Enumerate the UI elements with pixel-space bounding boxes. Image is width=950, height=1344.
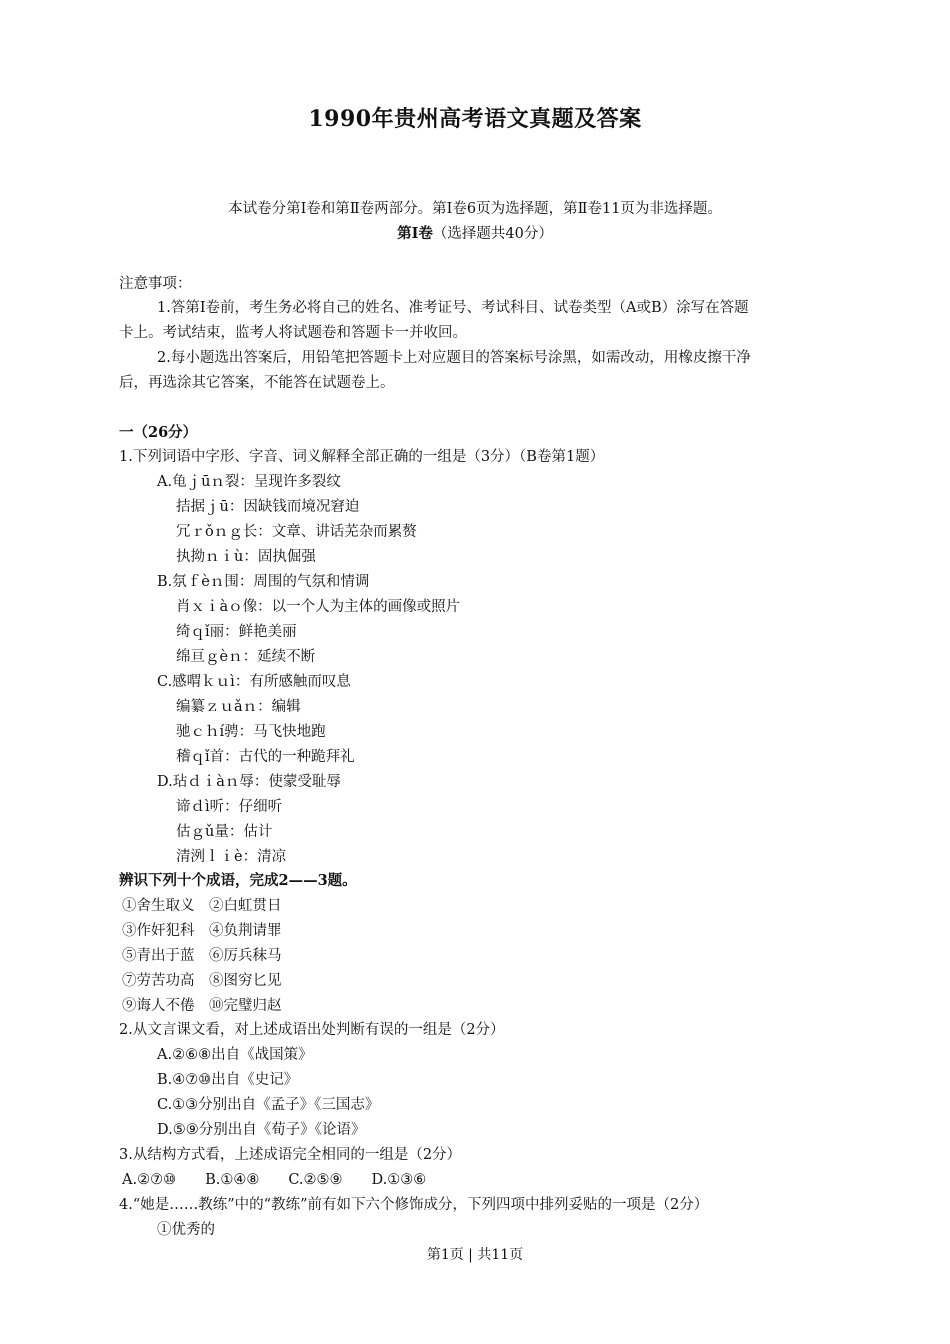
notice-1-line-1: 1.答第Ⅰ卷前，考生务必将自己的姓名、准考证号、考试科目、试卷类型（A或B）涂写在答题 bbox=[157, 300, 749, 316]
q1-option-a-2: 拮据ｊū：因缺钱而境况窘迫 bbox=[176, 499, 360, 515]
section-1-heading: 一（26分） bbox=[119, 424, 198, 441]
q4-item-1: ①优秀的 bbox=[157, 1222, 215, 1238]
question-3: 3.从结构方式看，上述成语完全相同的一组是（2分） bbox=[119, 1147, 462, 1163]
q1-option-d-1: D.玷ｄｉàｎ辱：使蒙受耻辱 bbox=[157, 774, 341, 790]
idiom-row-3: ⑤青出于蓝 ⑥厉兵秣马 bbox=[122, 948, 282, 964]
q3-options: A.②⑦⑩ B.①④⑧ C.②⑤⑨ D.①③⑥ bbox=[122, 1172, 427, 1188]
q1-option-d-4: 清洌ｌｉè：清凉 bbox=[176, 849, 287, 865]
notice-heading: 注意事项： bbox=[119, 276, 192, 292]
idiom-row-2: ③作奸犯科 ④负荆请罪 bbox=[122, 923, 282, 939]
idiom-row-1: ①舍生取义 ②白虹贯日 bbox=[122, 898, 282, 914]
volume-label: 第Ⅰ卷 bbox=[397, 225, 433, 242]
q1-option-b-2: 肖ｘｉàｏ像：以一个人为主体的画像或照片 bbox=[176, 599, 461, 615]
notice-1-line-2: 卡上。考试结束，监考人将试题卷和答题卡一并收回。 bbox=[119, 325, 467, 341]
q1-option-b-4: 绵亘ｇèｎ：延续不断 bbox=[176, 649, 316, 665]
volume-heading bbox=[0, 224, 950, 244]
q1-option-d-3: 估ｇǔ量：估计 bbox=[176, 824, 273, 840]
q1-option-a-1: A.龟ｊūｎ裂：呈现许多裂纹 bbox=[157, 474, 341, 490]
idiom-row-4: ⑦劳苦功高 ⑧图穷匕见 bbox=[122, 973, 282, 989]
q1-option-c-1: C.感喟ｋｕì：有所感触而叹息 bbox=[157, 674, 351, 690]
page-footer: 第1页 | 共11页 bbox=[426, 1247, 524, 1263]
notice-2-line-2: 后，再选涂其它答案，不能答在试题卷上。 bbox=[119, 375, 395, 391]
question-2: 2.从文言课文看，对上述成语出处判断有误的一组是（2分） bbox=[119, 1022, 505, 1038]
idiom-heading: 辨识下列十个成语，完成2——3题。 bbox=[119, 872, 357, 889]
q1-option-d-2: 谛ｄì听：仔细听 bbox=[176, 799, 283, 815]
question-4: 4.“她是……教练”中的“教练”前有如下六个修饰成分，下列四项中排列妥贴的一项是（2分） bbox=[119, 1197, 709, 1213]
q1-option-b-3: 绮ｑǐ丽：鲜艳美丽 bbox=[176, 624, 297, 640]
volume-note: （选择题共40分） bbox=[432, 226, 553, 242]
question-1: 1.下列词语中字形、字音、词义解释全部正确的一组是（3分）（B卷第1题） bbox=[119, 449, 605, 465]
q2-option-b: B.④⑦⑩出自《史记》 bbox=[157, 1072, 299, 1088]
q1-option-b-1: B.氛ｆèｎ围：周围的气氛和情调 bbox=[157, 574, 370, 590]
q1-option-c-3: 驰ｃｈí骋：马飞快地跑 bbox=[176, 724, 326, 740]
notice-2-line-1: 2.每小题选出答案后，用铅笔把答题卡上对应题目的答案标号涂黑，如需改动，用橡皮擦干净 bbox=[157, 350, 751, 366]
document-title: 1990年贵州高考语文真题及答案 bbox=[308, 106, 642, 132]
q2-option-d: D.⑤⑨分别出自《荀子》《论语》 bbox=[157, 1122, 366, 1138]
intro-text: 本试卷分第Ⅰ卷和第Ⅱ卷两部分。第Ⅰ卷6页为选择题，第Ⅱ卷11页为非选择题。 bbox=[228, 201, 722, 217]
idiom-row-5: ⑨诲人不倦 ⑩完璧归赵 bbox=[122, 998, 282, 1014]
q1-option-a-4: 执拗ｎｉù：固执倔强 bbox=[176, 549, 316, 565]
q1-option-c-4: 稽ｑǐ首：古代的一种跪拜礼 bbox=[176, 749, 355, 765]
q1-option-c-2: 编纂ｚｕǎｎ：编辑 bbox=[176, 699, 301, 715]
q1-option-a-3: 冗ｒǒｎｇ长：文章、讲话芜杂而累赘 bbox=[176, 524, 417, 540]
q2-option-c: C.①③分别出自《孟子》《三国志》 bbox=[157, 1097, 380, 1113]
q2-option-a: A.②⑥⑧出自《战国策》 bbox=[157, 1047, 313, 1063]
